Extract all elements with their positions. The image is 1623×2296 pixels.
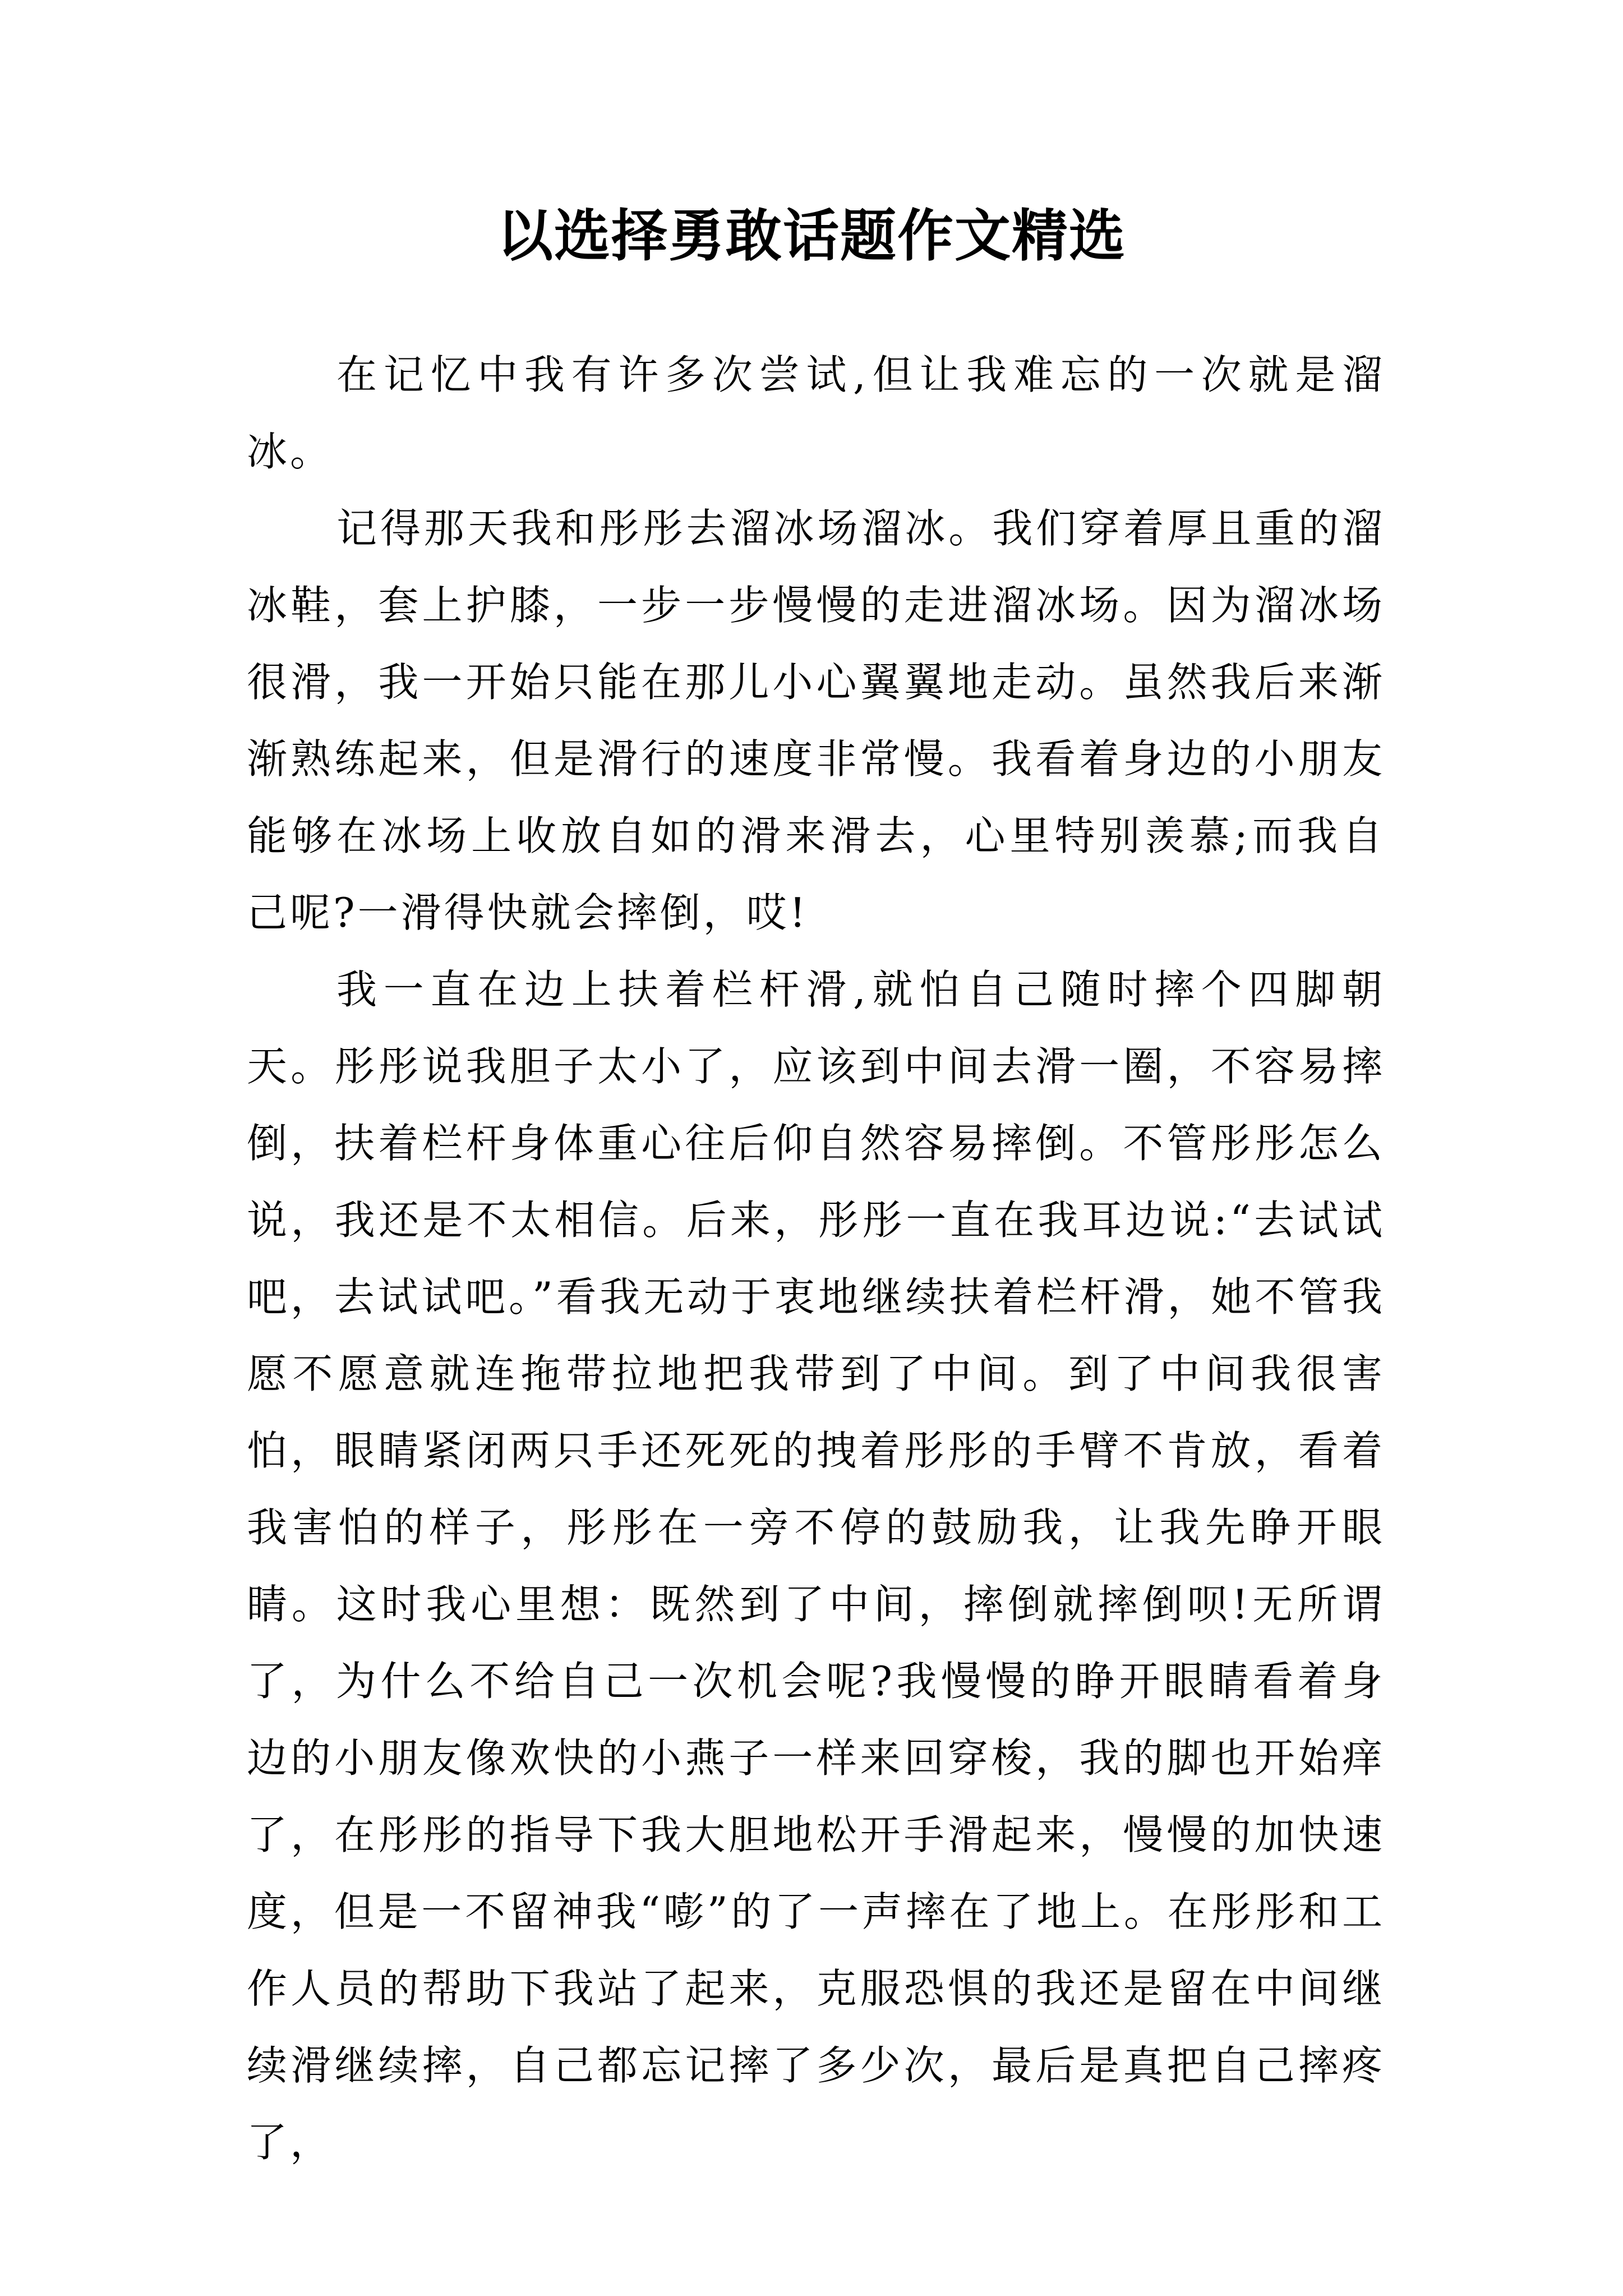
paragraph: 我一直在边上扶着栏杆滑,就怕自己随时摔个四脚朝天。彤彤说我胆子太小了，应该到中间去滑一圈，不容易摔倒，扶着栏杆身体重心往后仰自然容易摔倒。不管彤彤怎么说，我还是不太相信。后来，彤彤一直在我耳边说:“去试试吧，去试试吧。”看我无动于衷地继续扶着栏杆滑，她不管我愿不愿意就连拖带拉地把我带到了中间。到了中间我很害怕，眼睛紧闭两只手还死死的拽着彤彤的手臂不肯放，看着我害怕的样子，彤彤在一旁不停的鼓励我，让我先睁开眼睛。这时我心里想：既然到了中间，摔倒就摔倒呗!无所谓了，为什么不给自己一次机会呢?我慢慢的睁开眼睛看着身边的小朋友像欢快的小燕子一样来回穿梭，我的脚也开始痒了，在彤彤的指导下我大胆地松开手滑起来，慢慢的加快速度，但是一不留神我“嘭”的了一声摔在了地上。在彤彤和工作人员的帮助下我站了起来，克服恐惧的我还是留在中间继续滑继续摔，自己都忘记摔了多少次，最后是真把自己摔疼了，	[247, 966, 1385, 2166]
paragraph: 在记忆中我有许多次尝试,但让我难忘的一次就是溜冰。	[247, 351, 1385, 475]
paragraph: 记得那天我和彤彤去溜冰场溜冰。我们穿着厚且重的溜冰鞋，套上护膝，一步一步慢慢的走进溜冰场。因为溜冰场很滑，我一开始只能在那儿小心翼翼地走动。虽然我后来渐渐熟练起来，但是滑行的速度非常慢。我看着身边的小朋友能够在冰场上收放自如的滑来滑去，心里特别羡慕;而我自己呢?一滑得快就会摔倒，哎!	[247, 505, 1385, 936]
document-body	[247, 337, 1385, 2181]
document-title: 以选择勇敢话题作文精选	[497, 203, 1126, 269]
